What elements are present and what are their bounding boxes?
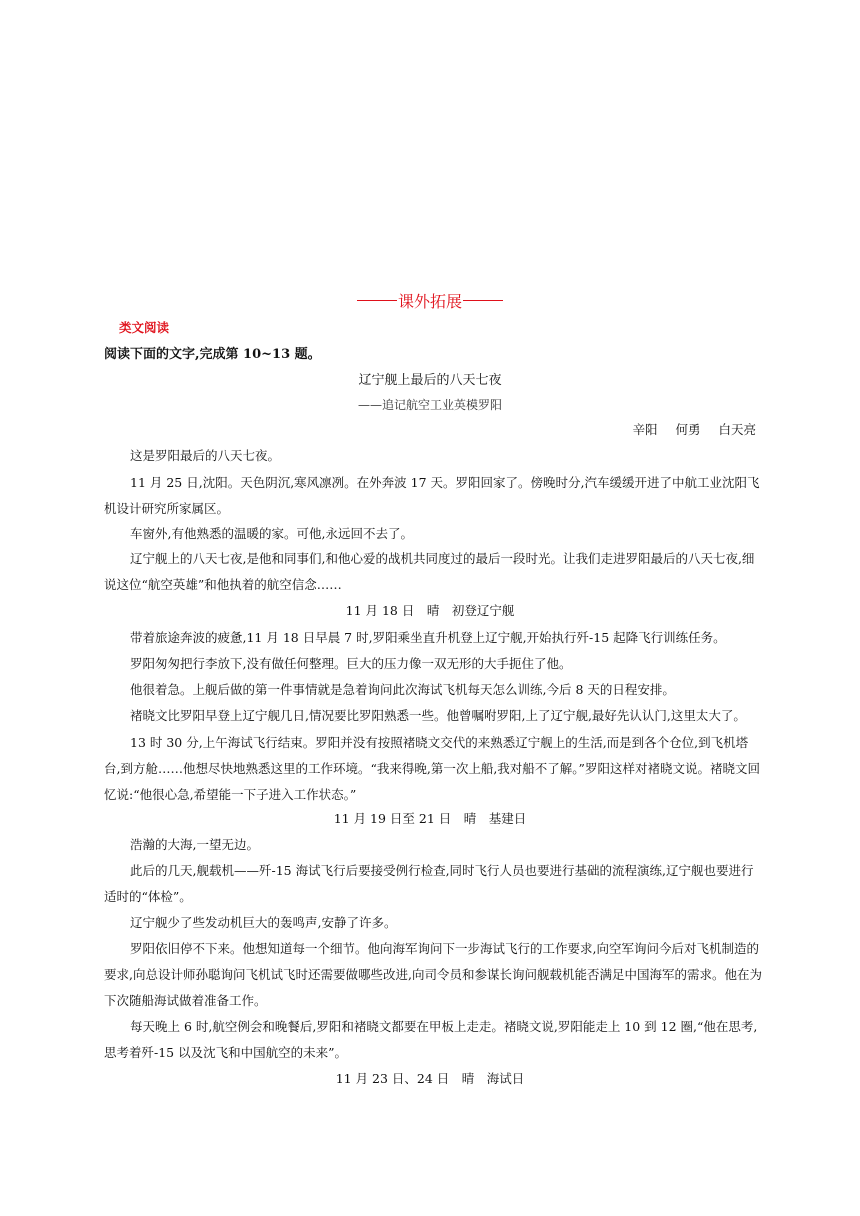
article-subtitle: ——追记航空工业英模罗阳 [357, 398, 502, 412]
paragraph: 他很着急。上舰后做的第一件事情就是急着询问此次海试飞机每天怎么训练,今后 8 天的日程安排。 [130, 682, 675, 697]
paragraph: 辽宁舰少了些发动机巨大的轰鸣声,安静了许多。 [130, 915, 397, 930]
paragraph: 车窗外,有他熟悉的温暖的家。可他,永远回不去了。 [130, 526, 413, 541]
paragraph: 褚晓文比罗阳早登上辽宁舰几日,情况要比罗阳熟悉一些。他曾嘱咐罗阳,上了辽宁舰,最好先认认门,这里太大了。 [130, 708, 746, 723]
paragraph: 罗阳匆匆把行李放下,没有做任何整理。巨大的压力像一双无形的大手扼住了他。 [130, 656, 572, 671]
paragraph: 这是罗阳最后的八天七夜。 [130, 448, 281, 463]
article-authors: 辛阳 何勇 白天亮 [632, 422, 756, 437]
paragraph: 此后的几天,舰载机——歼-15 海试飞行后要接受例行检查,同时飞行人员也要进行基础的流程演练,辽宁舰也要进行适时的“体检”。 [104, 863, 754, 904]
paragraph: 13 时 30 分,上午海试飞行结束。罗阳并没有按照褚晓文交代的来熟悉辽宁舰上的生活,而是到各个仓位,到飞机塔台,到方舱……他想尽快地熟悉这里的工作环境。“我来得晚,第一次上船,我对船不了解。”罗阳这样对褚晓文说。褚晓文回忆说:“他很心急,希望能一下子进入工作状态。” [104, 735, 760, 802]
paragraph: 11 月 25 日,沈阳。天色阴沉,寒风凛冽。在外奔波 17 天。罗阳回家了。傍晚时分,汽车缓缓开进了中航工业沈阳飞机设计研究所家属区。 [104, 475, 760, 516]
date-heading: 11 月 23 日、24 日 晴 海试日 [335, 1071, 525, 1086]
header-line-left [357, 300, 397, 301]
date-heading: 11 月 19 日至 21 日 晴 基建日 [333, 811, 527, 826]
paragraph: 带着旅途奔波的疲惫,11 月 18 日早晨 7 时,罗阳乘坐直升机登上辽宁舰,开始执行歼-15 起降飞行训练任务。 [130, 630, 726, 645]
sub-section-label: 类文阅读 [119, 320, 170, 335]
article-title: 辽宁舰上最后的八天七夜 [358, 373, 502, 388]
date-heading: 11 月 18 日 晴 初登辽宁舰 [345, 603, 515, 618]
section-title: 课外拓展 [397, 291, 462, 311]
paragraph: 辽宁舰上的八天七夜,是他和同事们,和他心爱的战机共同度过的最后一段时光。让我们走进罗阳最后的八天七夜,细说这位“航空英雄”和他执着的航空信念…… [104, 551, 755, 592]
paragraph: 每天晚上 6 时,航空例会和晚餐后,罗阳和褚晓文都要在甲板上走走。褚晓文说,罗阳能走上 10 到 12 圈,“他在思考,思考着歼-15 以及沈飞和中国航空的未来”。 [104, 1019, 758, 1060]
section-header [0, 288, 860, 312]
paragraph: 罗阳依旧停不下来。他想知道每一个细节。他向海军询问下一步海试飞行的工作要求,向空军询问今后对飞机制造的要求,向总设计师孙聪询问飞机试飞时还需要做哪些改进,向司令员和参谋长询问舰载机能否满足中国海军的需求。他在为下次随船海试做着准备工作。 [104, 941, 762, 1008]
header-line-right [463, 300, 503, 301]
question-instruction: 阅读下面的文字,完成第 10~13 题。 [104, 347, 321, 362]
paragraph: 浩瀚的大海,一望无边。 [130, 837, 259, 852]
